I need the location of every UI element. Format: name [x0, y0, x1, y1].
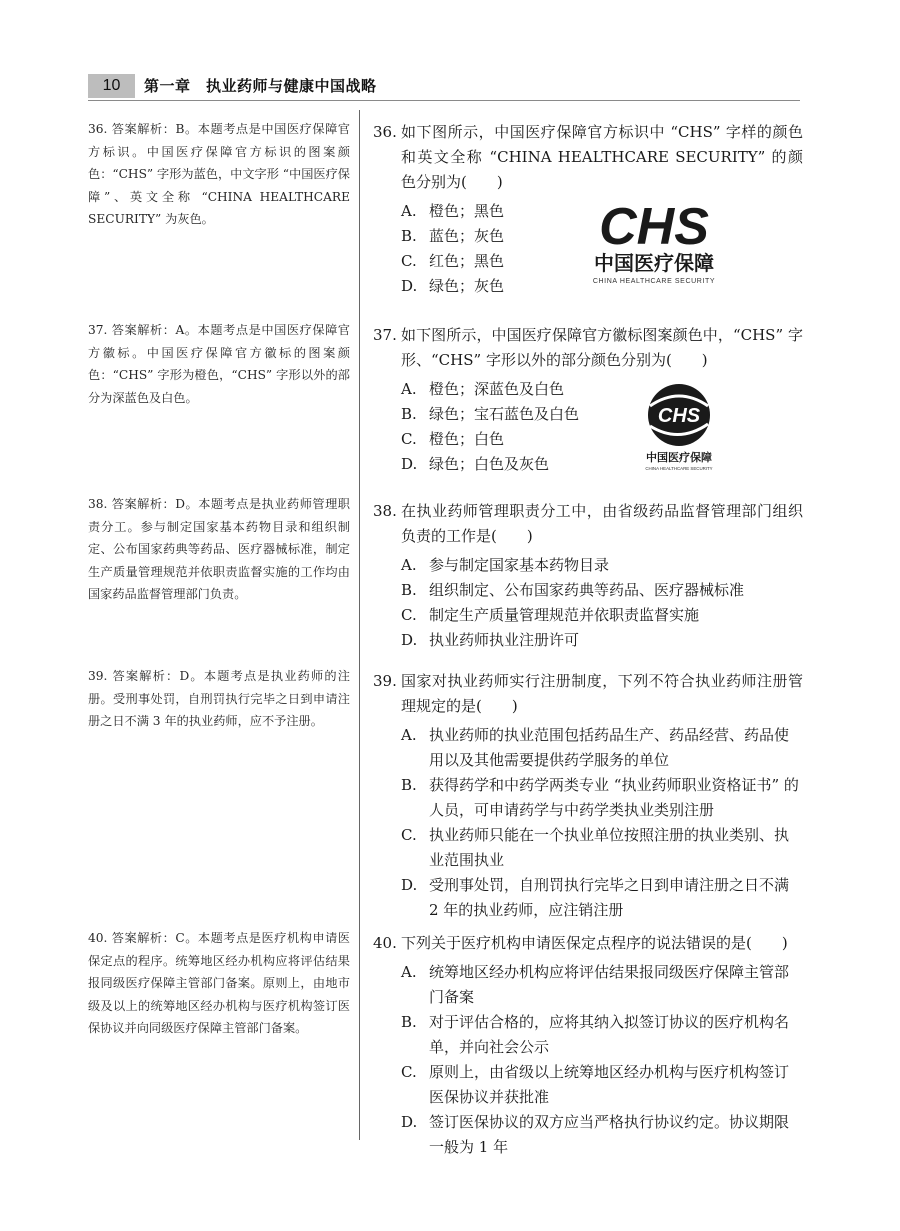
- option-text: 执业药师的执业范围包括药品生产、药品经营、药品使用以及其他需要提供药学服务的单位: [429, 726, 790, 769]
- option-text: 制定生产质量管理规范并依职责监督实施: [429, 606, 700, 624]
- option-letter: D.: [401, 631, 418, 649]
- question-stem: [373, 323, 803, 373]
- answer-analysis-37: 37. 答案解析：A。本题考点是中国医疗保障官方徽标。中国医疗保障官方徽标的图案颜色：“CHS” 字形为橙色，“CHS” 字形以外的部分为深蓝色及白色。: [88, 323, 350, 405]
- option-letter: C.: [401, 1063, 417, 1081]
- option-c: [373, 427, 803, 452]
- option-list: [373, 960, 803, 1160]
- option-text: 橙色；深蓝色及白色: [429, 380, 565, 398]
- question-38: [373, 499, 803, 653]
- option-a: [373, 723, 803, 773]
- option-b: [373, 578, 803, 603]
- option-letter: A.: [401, 726, 417, 744]
- emblem-cn: 中国医疗保障: [646, 451, 712, 464]
- option-text: 红色；黑色: [429, 252, 505, 270]
- option-text: 绿色；白色及灰色: [429, 455, 550, 473]
- option-d: [373, 628, 803, 653]
- option-letter: A.: [401, 556, 417, 574]
- option-text: 绿色；宝石蓝色及白色: [429, 405, 580, 423]
- chapter-title: 第一章 执业药师与健康中国战略: [144, 77, 377, 95]
- option-d: [373, 1110, 803, 1160]
- option-text: 原则上，由省级以上统筹地区经办机构与医疗机构签订医保协议并获批准: [429, 1063, 790, 1106]
- option-a: [373, 960, 803, 1010]
- chs-logo-cn: 中国医疗保障: [594, 251, 714, 275]
- option-c: [373, 823, 803, 873]
- option-text: 执业药师只能在一个执业单位按照注册的执业类别、执业范围执业: [429, 826, 790, 869]
- option-b: [373, 402, 803, 427]
- option-list: [373, 553, 803, 653]
- question-number: 40.: [373, 934, 397, 952]
- option-text: 绿色；灰色: [429, 277, 505, 295]
- question-stem: [373, 499, 803, 549]
- option-letter: D.: [401, 455, 418, 473]
- option-b: [373, 773, 803, 823]
- header-rule: [88, 100, 800, 101]
- chs-logo-en: CHINA HEALTHCARE SECURITY: [592, 278, 716, 285]
- option-letter: B.: [401, 776, 417, 794]
- answer-analysis-38: 38. 答案解析：D。本题考点是执业药师管理职责分工。参与制定国家基本药物目录和组织制定、公布国家药典等药品、医疗器械标准，制定生产质量管理规范并依职责监督实施的工作均由国家药品监督管理部门负责。: [88, 497, 350, 601]
- page-header: [88, 74, 800, 98]
- question-stem: [373, 931, 803, 956]
- option-letter: C.: [401, 826, 417, 844]
- option-text: 受刑事处罚，自刑罚执行完毕之日到申请注册之日不满 2 年的执业药师，应注销注册: [429, 876, 790, 919]
- option-letter: B.: [401, 405, 417, 423]
- answer-analysis-36: 36. 答案解析：B。本题考点是中国医疗保障官方标识。中国医疗保障官方标识的图案颜色：“CHS” 字形为蓝色，中文字形 “中国医疗保障”、英文全称 “CHINA HEALTHCARE SECURITY” 为灰色。: [88, 122, 350, 226]
- answer-analysis-40: 40. 答案解析：C。本题考点是医疗机构申请医保定点的程序。统筹地区经办机构应将评估结果报同级医疗保障主管部门备案。原则上，由地市级及以上的统筹地区经办机构与医疗机构签订医保协议并向同级医疗保障主管部门备案。: [88, 931, 350, 1035]
- question-39: [373, 669, 803, 923]
- option-letter: C.: [401, 252, 417, 270]
- option-b: [373, 1010, 803, 1060]
- question-text: 在执业药师管理职责分工中，由省级药品监督管理部门组织负责的工作是( ): [401, 502, 803, 545]
- option-d: [373, 873, 803, 923]
- chs-logo: [582, 194, 727, 286]
- option-letter: C.: [401, 430, 417, 448]
- option-letter: D.: [401, 277, 418, 295]
- option-text: 对于评估合格的，应将其纳入拟签订协议的医疗机构名单，并向社会公示: [429, 1013, 790, 1056]
- emblem-en: CHINA HEALTHCARE SECURITY: [645, 466, 713, 471]
- option-letter: D.: [401, 1113, 418, 1131]
- question-37: [373, 323, 803, 477]
- emblem-mark: CHS: [657, 405, 701, 427]
- question-number: 39.: [373, 672, 397, 690]
- option-text: 橙色；白色: [429, 430, 505, 448]
- question-stem: [373, 120, 803, 195]
- option-c: [373, 1060, 803, 1110]
- question-40: [373, 931, 803, 1160]
- option-letter: C.: [401, 606, 417, 624]
- option-list: [373, 377, 803, 477]
- option-text: 签订医保协议的双方应当严格执行协议约定。协议期限一般为 1 年: [429, 1113, 790, 1156]
- option-text: 统筹地区经办机构应将评估结果报同级医疗保障主管部门备案: [429, 963, 790, 1006]
- option-a: [373, 377, 803, 402]
- option-text: 组织制定、公布国家药典等药品、医疗器械标准: [429, 581, 745, 599]
- option-a: [373, 553, 803, 578]
- answer-analysis-39: 39. 答案解析：D。本题考点是执业药师的注册。受刑事处罚，自刑罚执行完毕之日到申请注册之日不满 3 年的执业药师，应不予注册。: [88, 669, 350, 728]
- question-number: 36.: [373, 123, 397, 141]
- question-number: 37.: [373, 326, 397, 344]
- column-divider: [359, 110, 360, 1140]
- option-letter: B.: [401, 1013, 417, 1031]
- option-letter: A.: [401, 202, 417, 220]
- question-text: 下列关于医疗机构申请医保定点程序的说法错误的是( ): [401, 934, 788, 952]
- option-text: 橙色；黑色: [429, 202, 505, 220]
- option-list: [373, 723, 803, 923]
- option-text: 蓝色；灰色: [429, 227, 505, 245]
- option-letter: B.: [401, 581, 417, 599]
- option-d: [373, 452, 803, 477]
- option-letter: A.: [401, 380, 417, 398]
- option-text: 获得药学和中药学两类专业 “执业药师职业资格证书” 的人员，可申请药学与中药学类执业类别注册: [429, 776, 799, 819]
- page-number: 10: [88, 74, 135, 98]
- question-text: 如下图所示，中国医疗保障官方徽标图案颜色中，“CHS” 字形、“CHS” 字形以外的部分颜色分别为( ): [401, 326, 803, 369]
- question-text: 国家对执业药师实行注册制度，下列不符合执业药师注册管理规定的是( ): [401, 672, 803, 715]
- chs-round-emblem: [636, 382, 722, 472]
- option-c: [373, 603, 803, 628]
- option-text: 参与制定国家基本药物目录: [429, 556, 610, 574]
- chs-mark: CHS: [599, 198, 709, 256]
- option-text: 执业药师执业注册许可: [429, 631, 580, 649]
- question-number: 38.: [373, 502, 397, 520]
- question-text: 如下图所示，中国医疗保障官方标识中 “CHS” 字样的颜色和英文全称 “CHINA HEALTHCARE SECURITY” 的颜色分别为( ): [401, 123, 803, 191]
- option-letter: B.: [401, 227, 417, 245]
- question-stem: [373, 669, 803, 719]
- option-letter: A.: [401, 963, 417, 981]
- option-letter: D.: [401, 876, 418, 894]
